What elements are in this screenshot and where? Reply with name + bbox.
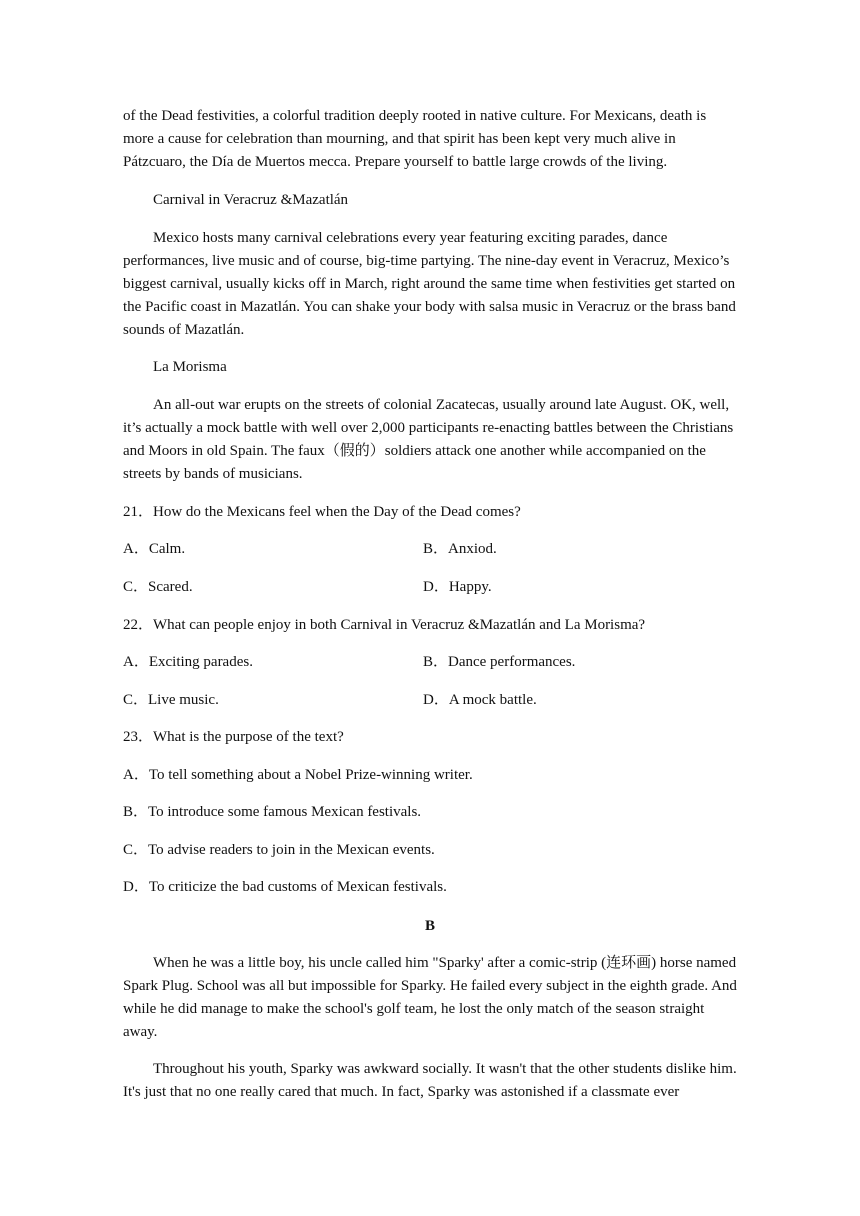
section-b-label: B xyxy=(424,918,435,934)
question-21-option-a[interactable]: A．Calm. xyxy=(123,541,186,557)
question-21-stem: 21．How do the Mexicans feel when the Day of the Dead comes? xyxy=(123,504,521,520)
question-21-option-d[interactable]: D．Happy. xyxy=(423,579,492,595)
question-23-option-b[interactable]: B．To introduce some famous Mexican festivals. xyxy=(123,804,422,820)
section-heading-morisma: La Morisma xyxy=(153,359,227,375)
passage-b-paragraph-2: Throughout his youth, Sparky was awkward socially. It wasn't that the other students dislike him. It's just that no one really cared that much. In fact, Sparky was astonished if a classmate ever xyxy=(123,1061,737,1100)
question-23-option-d[interactable]: D．To criticize the bad customs of Mexican festivals. xyxy=(123,879,447,895)
question-23-option-a[interactable]: A．To tell something about a Nobel Prize-winning writer. xyxy=(123,767,473,783)
question-22-stem: 22．What can people enjoy in both Carnival in Veracruz &Mazatlán and La Morisma? xyxy=(123,617,646,633)
passage-paragraph-morisma: An all-out war erupts on the streets of colonial Zacatecas, usually around late August. OK, well, it’s actually a mock battle with well over 2,000 participants re-enacting battles between the Christians and Moors in old Spain. The faux（假的）soldiers attack one another while accompanied on the streets by bands of musicians. xyxy=(123,397,734,482)
passage-paragraph-carnival: Mexico hosts many carnival celebrations every year featuring exciting parades, dance performances, live music and of course, big-time partying. The nine-day event in Veracruz, Mexico’s biggest carnival, usually kicks off in March, right around the same time when festivities get started on the Pacific coast in Mazatlán. You can shake your body with salsa music in Veracruz or the brass band sounds of Mazatlán. xyxy=(123,230,736,338)
question-22-option-d[interactable]: D．A mock battle. xyxy=(423,692,537,708)
passage-b-paragraph-1: When he was a little boy, his uncle called him "Sparky' after a comic-strip (连环画) horse named Spark Plug. School was all but impossible for Sparky. He failed every subject in the eighth grade. And while he did manage to make the school's golf team, he lost the only match of the season straight away. xyxy=(123,955,737,1040)
section-heading-carnival: Carnival in Veracruz &Mazatlán xyxy=(153,192,349,208)
question-21-option-c[interactable]: C．Scared. xyxy=(123,579,193,595)
question-22-option-b[interactable]: B．Dance performances. xyxy=(423,654,576,670)
question-22-option-a[interactable]: A．Exciting parades. xyxy=(123,654,253,670)
passage-paragraph: of the Dead festivities, a colorful tradition deeply rooted in native culture. For Mexicans, death is more a cause for celebration than mourning, and that spirit has been kept very much alive in Pátzcuaro, the Día de Muertos mecca. Prepare yourself to battle large crowds of the living. xyxy=(123,108,707,170)
question-22-option-c[interactable]: C．Live music. xyxy=(123,692,219,708)
question-21-option-b[interactable]: B．Anxiod. xyxy=(423,541,497,557)
question-23-stem: 23．What is the purpose of the text? xyxy=(123,729,344,745)
question-23-option-c[interactable]: C．To advise readers to join in the Mexican events. xyxy=(123,842,435,858)
